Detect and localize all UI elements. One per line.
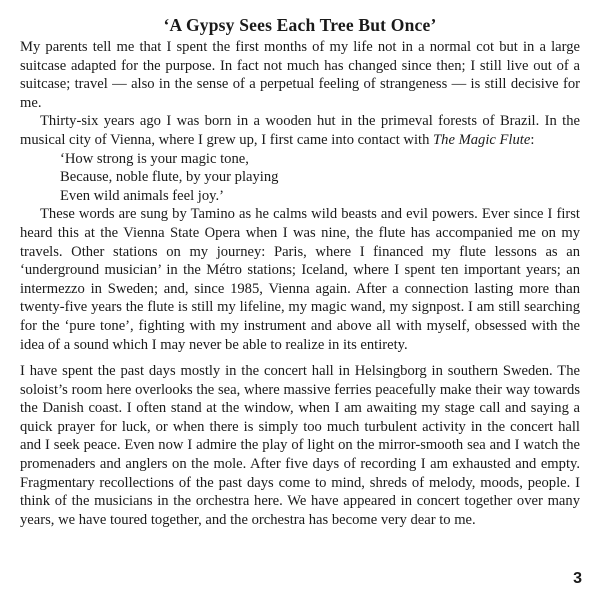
paragraph-1: My parents tell me that I spent the first months of my life not in a normal cot but in a large suitcase adapted for the purpose. In fact not much has changed since then; I still live out of a suitcase; travel — also in the sense of a perpetual feeling of strangeness — is still decisive for me. [20, 39, 580, 111]
paragraph-2-text: Thirty-six years ago I was born in a wooden hut in the primeval forests of Brazil. In the musical city of Vienna, where I grew up, I first came into contact with [20, 113, 580, 148]
opera-title: The Magic Flute [433, 131, 531, 148]
page-title: ‘A Gypsy Sees Each Tree But Once’ [163, 15, 437, 35]
document-page [20, 14, 580, 529]
paragraph-2 [20, 112, 580, 149]
paragraph-3: These words are sung by Tamino as he calms wild beasts and evil powers. Ever since I first heard this at the Vienna State Opera when I was nine, the flute has accompanied me on my travels. Other stations on my journey: Paris, where I financed my flute lessons as an ‘underground musician’ in the Métro stations; Iceland, where I spent ten important years; an intermezzo in Sweden; and, since 1985, Vienna again. After a connection lasting more than twenty-five years the flute is still my lifeline, my magic wand, my signpost. I am still searching for the ‘pure tone’, fighting with my instrument and above all with myself, obsessed with the idea of a sound which I may never be able to realize in its entirety. [20, 206, 580, 353]
paragraph-4: I have spent the past days mostly in the concert hall in Helsingborg in southern Sweden. The soloist’s room here overlooks the sea, where massive ferries peacefully make their way towards the Danish coast. I often stand at the window, when I am awaiting my stage call and saying a quick prayer for luck, or when there is simply too much turbulent activity in the concert hall and I seek peace. Even now I admire the play of light on the mirror-smooth sea and I watch the promenaders and anglers on the mole. After five days of recording I am exhausted and empty. Fragmentary recollections of the past days come to mind, shreds of melody, moods, people. I think of the musicians in the orchestra here. We have appeared in concert together over many years, we have toured together, and the orchestra has become very dear to me. [20, 363, 580, 528]
verse-line: ‘How strong is your magic tone, [60, 150, 249, 167]
paragraph-2-colon: : [530, 131, 535, 148]
page-number: 3 [573, 570, 582, 587]
verse-line: Even wild animals feel joy.’ [60, 187, 224, 204]
verse-quote [20, 150, 580, 206]
verse-line: Because, noble flute, by your playing [60, 169, 279, 186]
